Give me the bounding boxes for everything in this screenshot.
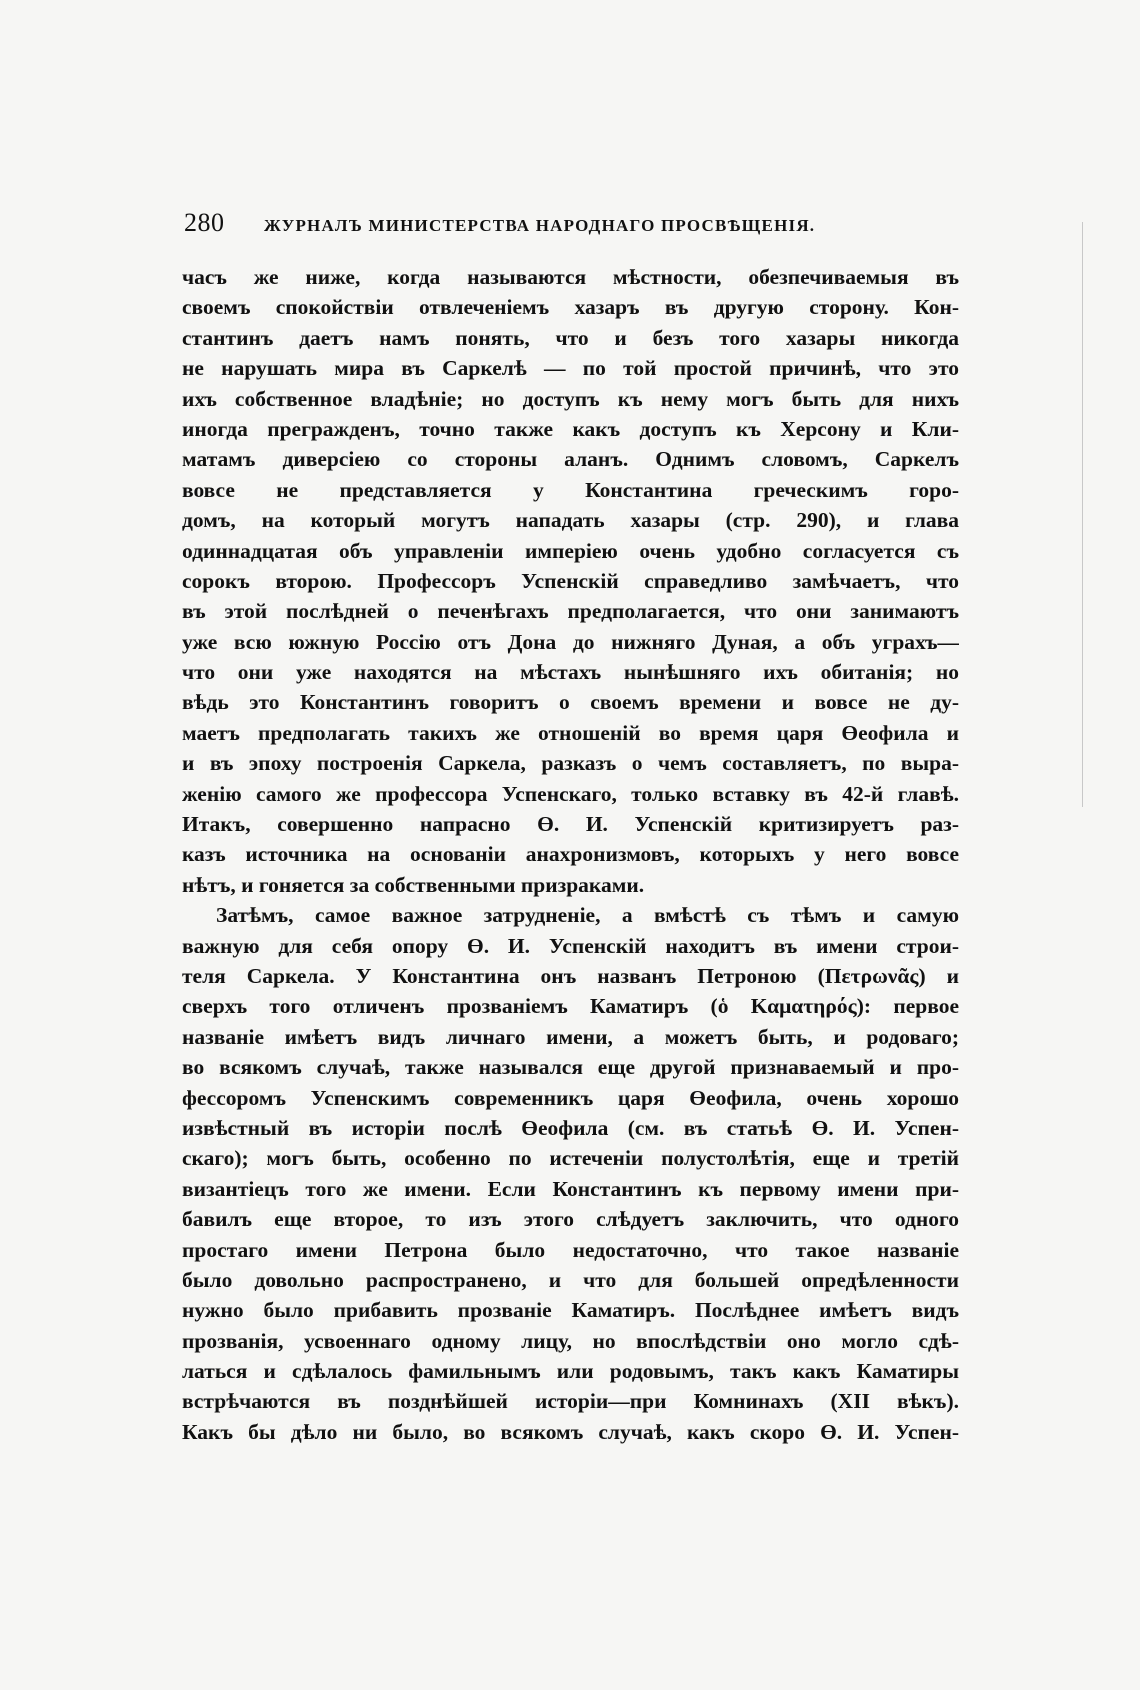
text-line: и въ эпоху построенія Саркела, разказъ о чемъ составляетъ, по выра- — [182, 751, 959, 776]
text-line: теля Саркела. У Константина онъ названъ Петроною (Πετρωνᾶς) и — [182, 963, 959, 988]
text-line: Затѣмъ, самое важное затрудненіе, а вмѣстѣ съ тѣмъ и самую — [216, 903, 959, 928]
text-line: въ этой послѣдней о печенѣгахъ предполагается, что они занимаютъ — [182, 599, 959, 624]
text-line: сорокъ второю. Профессоръ Успенскій справедливо замѣчаетъ, что — [182, 568, 959, 593]
text-line: ихъ собственное владѣніе; но доступъ къ нему могъ быть для нихъ — [182, 386, 959, 411]
text-line: Какъ бы дѣло ни было, во всякомъ случаѣ, какъ скоро Ө. И. Успен- — [182, 1419, 959, 1444]
paragraph-1 — [182, 262, 959, 900]
text-line: византіецъ того же имени. Если Константинъ къ первому имени при- — [182, 1176, 959, 1201]
text-line: фессоромъ Успенскимъ современникъ царя Өеофила, очень хорошо — [182, 1085, 959, 1110]
text-line: встрѣчаются въ позднѣйшей исторіи—при Комнинахъ (XII вѣкъ). — [182, 1389, 959, 1414]
text-line: важную для себя опору Ө. И. Успенскій находитъ въ имени строи- — [182, 933, 959, 958]
text-line: часъ же ниже, когда называются мѣстности, обезпечиваемыя въ — [182, 265, 959, 289]
text-line: нужно было прибавить прозваніе Каматиръ. Послѣднее имѣетъ видъ — [182, 1298, 959, 1323]
page-number: 280 — [184, 208, 225, 237]
text-line: матамъ диверсіею со стороны аланъ. Однимъ словомъ, Саркелъ — [182, 447, 959, 472]
text-line: во всякомъ случаѣ, также назывался еще другой признаваемый и про- — [182, 1055, 959, 1080]
running-header — [184, 208, 964, 248]
running-title: ЖУРНАЛЪ МИНИСТЕРСТВА НАРОДНАГО ПРОСВѢЩЕНІЯ. — [264, 216, 816, 235]
text-line: нѣтъ, и гоняется за собственными призраками. — [182, 872, 645, 897]
text-line: своемъ спокойствіи отвлеченіемъ хазаръ въ другую сторону. Кон- — [182, 295, 959, 320]
text-line: что они уже находятся на мѣстахъ нынѣшняго ихъ обитанія; но — [182, 660, 959, 685]
text-line: не нарушать мира въ Саркелѣ — по той простой причинѣ, что это — [182, 356, 959, 381]
text-line: названіе имѣетъ видъ личнаго имени, а можетъ быть, и родоваго; — [182, 1024, 959, 1049]
text-line: уже всю южную Россію отъ Дона до нижняго Дуная, а объ уграхъ— — [182, 629, 959, 654]
text-line: иногда прегражденъ, точно также какъ доступъ къ Херсону и Кли- — [182, 416, 959, 441]
text-line: Итакъ, совершенно напрасно Ө. И. Успенскій критизируетъ раз- — [182, 812, 959, 837]
text-line: было довольно распространено, и что для большей опредѣленности — [182, 1267, 959, 1292]
text-line: скаго); могъ быть, особенно по истеченіи полустолѣтія, еще и третій — [182, 1146, 959, 1171]
text-line: маетъ предполагать такихъ же отношеній во время царя Өеофила и — [182, 720, 959, 745]
text-line: домъ, на который могутъ нападать хазары (стр. 290), и глава — [182, 508, 959, 533]
body-text — [182, 262, 959, 1447]
text-line: стантинъ даетъ намъ понять, что и безъ того хазары никогда — [182, 325, 959, 350]
text-line: бавилъ еще второе, то изъ этого слѣдуетъ заключить, что одного — [182, 1207, 959, 1232]
text-line: простаго имени Петрона было недостаточно, что такое названіе — [182, 1237, 959, 1262]
text-line: сверхъ того отличенъ прозваніемъ Каматиръ (ὁ Καματηρός): первое — [182, 994, 959, 1019]
margin-rule — [1082, 222, 1083, 807]
text-line: одиннадцатая объ управленіи имперіею очень удобно согласуется съ — [182, 538, 959, 563]
text-line: вовсе не представляется у Константина греческимъ горо- — [182, 477, 959, 502]
text-line: прозванія, усвоеннаго одному лицу, но впослѣдствіи оно могло сдѣ- — [182, 1328, 959, 1353]
text-line: вѣдь это Константинъ говоритъ о своемъ времени и вовсе не ду- — [182, 690, 959, 715]
text-line: извѣстный въ исторіи послѣ Өеофила (см. въ статьѣ Ө. И. Успен- — [182, 1115, 959, 1140]
text-line: женію самого же профессора Успенскаго, только вставку въ 42-й главѣ. — [182, 781, 959, 806]
text-line: казъ источника на основаніи анахронизмовъ, которыхъ у него вовсе — [182, 842, 959, 867]
text-line: латься и сдѣлалось фамильнымъ или родовымъ, такъ какъ Каматиры — [182, 1359, 959, 1384]
paragraph-2 — [182, 900, 959, 1447]
